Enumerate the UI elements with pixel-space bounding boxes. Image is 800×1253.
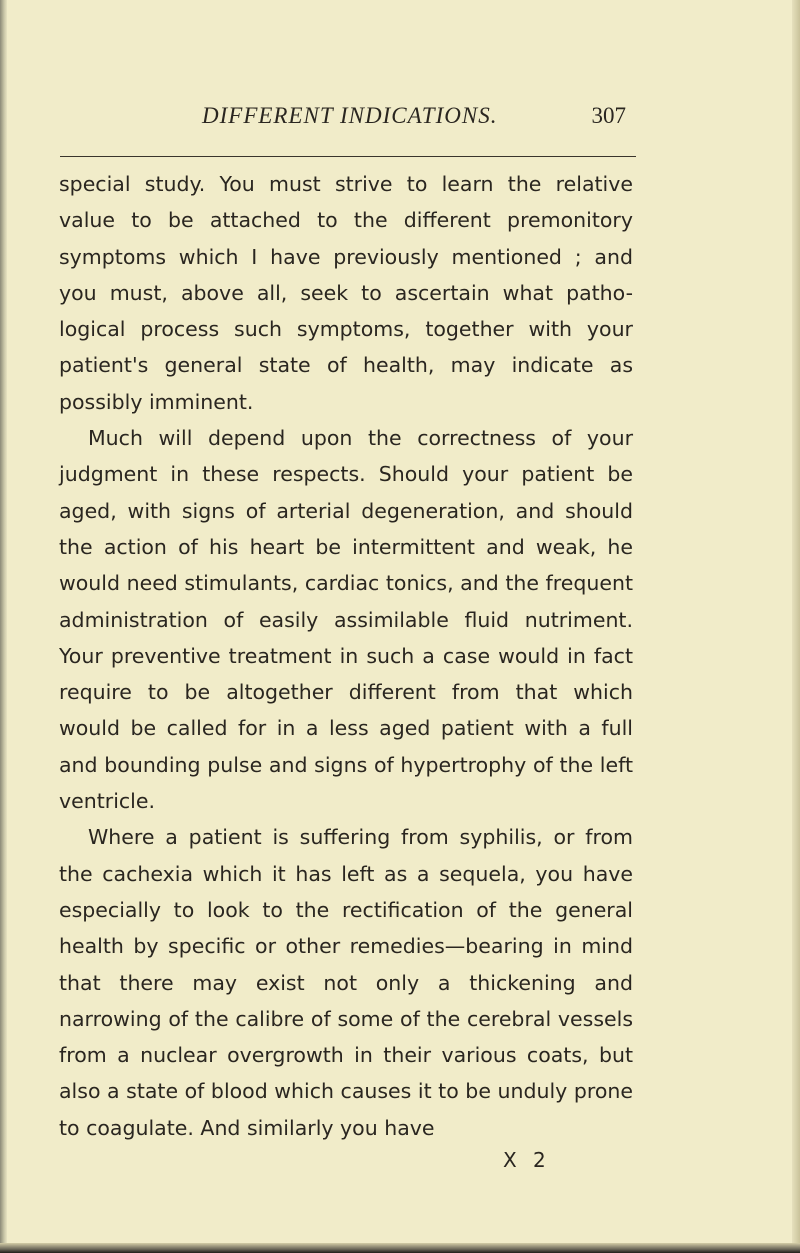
running-head — [60, 103, 640, 143]
page-bottom-edge — [0, 1243, 800, 1253]
signature-mark: X 2 — [503, 1148, 551, 1172]
body-text — [59, 166, 633, 1146]
page-left-edge — [0, 0, 7, 1253]
header-rule — [60, 156, 636, 157]
paragraph-1: special study. You must strive to learn the relative value to be attached to the different premonitory symptoms which I have previously mentioned ; and you must, above all, seek to ascertain what patho- logical process such symptoms, together with your patient's general state of health, may indicate as possibly imminent. — [59, 172, 633, 414]
page-right-edge — [792, 0, 800, 1253]
running-head-title: DIFFERENT INDICATIONS. — [202, 103, 498, 128]
paragraph-2: Much will depend upon the correctness of your judgment in these respects. Should your patient be aged, with signs of arterial degeneration, and should the action of his heart be intermittent and weak, he would need stimulants, cardiac tonics, and the frequent administration of easily assimilable fluid nutriment. Your preventive treatment in such a case would in fact require to be altogether different from that which would be called for in a less aged patient with a full and bounding pulse and signs of hypertrophy of the left ventricle. — [59, 426, 633, 814]
paragraph-3: Where a patient is suffering from syphilis, or from the cachexia which it has left as a sequela, you have especially to look to the rectification of the general health by specific or other remedies—bearing in mind that there may exist not only a thickening and narrowing of the calibre of some of the cerebral vessels from a nuclear overgrowth in their various coats, but also a state of blood which causes it to be unduly prone to coagulate. And similarly you have — [59, 825, 633, 1140]
page-number: 307 — [591, 103, 626, 128]
